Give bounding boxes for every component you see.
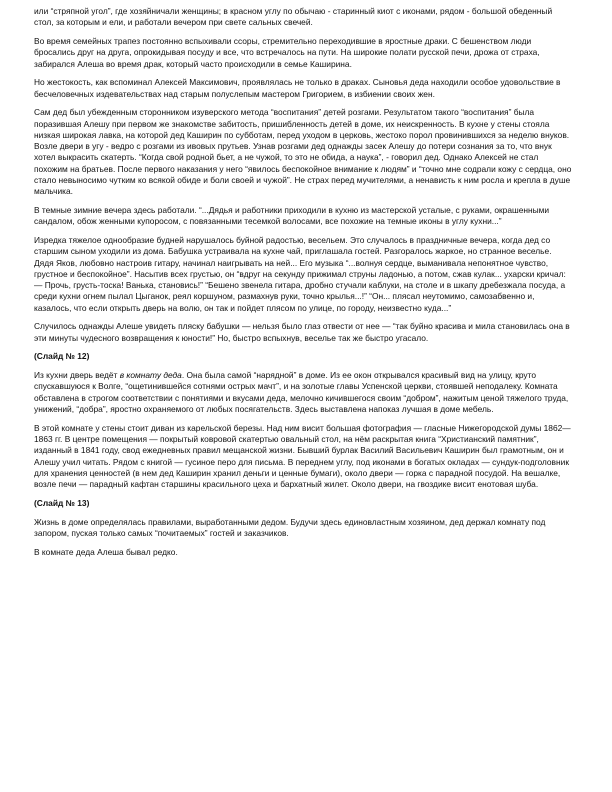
paragraph-upbringing-rods: Сам дед был убежденным сторонником изуверского метода “воспитания” детей розгами. Результатом такого “воспитания” была поразившая Алешу при первом же знакомстве забитость, пришибленность детей в доме, их неискренность. В кухне у стены стояла низкая широкая лавка, на которой дед Каширин по субботам, перед уходом в церковь, жестоко порол провинившихся за неделю внуков. Возле двери в угу - ведро с розгами из ивовых прутьев. Узнав розгами дед однажды засек Алешу до потери сознания за то, что внук хотел выкрасить скатерть. “Когда свой родной бьет, а не чужой, то это не обида, а наука”, - говорил дед. Однако Алексей не стал похожим на братьев. После первого наказания у него “явилось беспокойное внимание к людям” и “точно мне содрали кожу с сердца, оно стало невыносимо чутким ко всякой обиде и боли своей и чужой”. Не страх перед мучителями, а ненависть к ним росла и крепла в душе мальчика.	[34, 107, 572, 197]
paragraph-family-quarrels: Во время семейных трапез постоянно вспыхивали ссоры, стремительно переходившие в яростные драки. С бешенством люди бросались друг на друга, опрокидывая посуду и все, что встречалось на пути. На широкие полати русской печи, дрожа от страха, забирался Алеша во время драк, который часто происходили в семье Каширина.	[34, 35, 540, 69]
paragraph-winter-evenings: В темные зимние вечера здесь работали. “...Дядья и работники приходили в кухню из мастерской усталые, с руками, окрашенными сандалом, обож женными купоросом, с повязанными тесемкой волосами, все похожие на темные иконы в углу кухни...”	[34, 205, 550, 227]
paragraph-grandfather-room-lead: Из кухни дверь ведёт	[34, 370, 120, 381]
paragraph-grandfather-room	[34, 370, 572, 415]
paragraph-cruelty: Но жестокость, как вспоминал Алексей Максимович, проявлялась не только в драках. Сыновья деда находили особое удовольствие в бесчеловечных издевательствах над старым полуслепым мастером Григорием, в избиении своих жен.	[34, 77, 561, 99]
paragraph-festive-evenings: Изредка тяжелое однообразие будней нарушалось буйной радостью, весельем. Это случалось в праздничные вечера, когда дед со старшим сыном уходили из дома. Бабушка устраивала на кухне чай, приглашала гостей. Разгоралось жаркое, но странное веселье. Дядя Яков, любовно настроив гитару, начинал наигрывать на ней... Его музыка “...волнуя сердце, выманивала непонятное чувство, грустное и беспокойное”. Насытив всех грустью, он “вдруг на секунду прижимал струны ладонью, а потом, сжав кулак... ухарски кричал: — Прочь, грусть-тоска! Ванька, становись!” “Бешено звенела гитара, дробно стучали каблуки, на столе и в шкапу дребезжала посуда, а среди кухни огнем пылал Цыганок, реял коршуном, размахнув руки, точно крылья...!” “Он... плясал неутомимо, самозабвенно и, казалось, что если открыть дверь на волю, он так и пойдет плясом по улице, по городу, неизвестно куда...”	[34, 235, 566, 313]
paragraph-room-furnishing: В этой комнате у стены стоит диван из карельской березы. Над ним висит большая фотография — гласные Нижегородской думы 1862—1863 гг. В центре помещения — покрытый ковровой скатертью овальный стол, на нём раскрытая книга “Христианский памятник”, изданный в 1841 году, свод ежедневных правил мещанской жизни. Бывший бурлак Василий Васильевич Каширин был грамотным, он и Алешу учил читать. Рядом с книгой — гусиное перо для письма. В переднем углу, под иконами в богатых окладах — сундук-подголовник для хранения ценностей (в нем дед Каширин хранил деньги и ценные бумаги), около двери — горка с парадной посудой. На вешалке, возле печи — парадный кафтан старшины красильного цеха и бархатный жилет. Около двери, на гвоздике висит енотовая шуба.	[34, 422, 571, 490]
paragraph-grandfather-room-rest: . Она была самой “нарядной” в доме. Из ее окон открывался красивый вид на улицу, круто спускавшуюся к Волге, “ощетинившейся сотнями острых мачт”, и на золотые главы Успенской церкви, стоявшей неподалеку. Комната обставлена в строгом соответствии с понятиями и вкусами деда, мелочно кичившегося своим “добром”, нажитым ценой тяжелого труда, унижений, “добра”, яростно охраняемого от любых посягательств. Здесь выставлена напоказ лучшая в доме мебель.	[34, 370, 569, 415]
slide-13-heading: (Слайд № 13)	[34, 497, 90, 508]
slide-12-heading: (Слайд № 12)	[34, 351, 90, 362]
paragraph-stryapnoy-ugol: или “стряпной угол”, где хозяйничали женщины; в красном углу по обычаю - старинный киот с иконами, рядом - большой обеденный стол, за которым и ели, и работали вечером при свете сальных свечей.	[34, 6, 553, 28]
paragraph-grandfather-room-emphasis: в комнату деда	[119, 370, 182, 381]
paragraph-house-rules: Жизнь в доме определялась правилами, выработанными дедом. Будучи здесь единовластным хозяином, дед держал комнату под запором, пуская только самых “почитаемых” гостей и заказчиков.	[34, 516, 546, 538]
paragraph-rarely-visited: В комнате деда Алеша бывал редко.	[34, 546, 178, 557]
paragraph-grandmother-dance: Случилось однажды Алеше увидеть пляску бабушки — нельзя было глаз отвести от нее — “так буйно красива и мила становилась она в эти минуты чудесного возвращения к юности!” Но, быстро вспыхнув, веселье так же быстро угасало.	[34, 321, 570, 343]
